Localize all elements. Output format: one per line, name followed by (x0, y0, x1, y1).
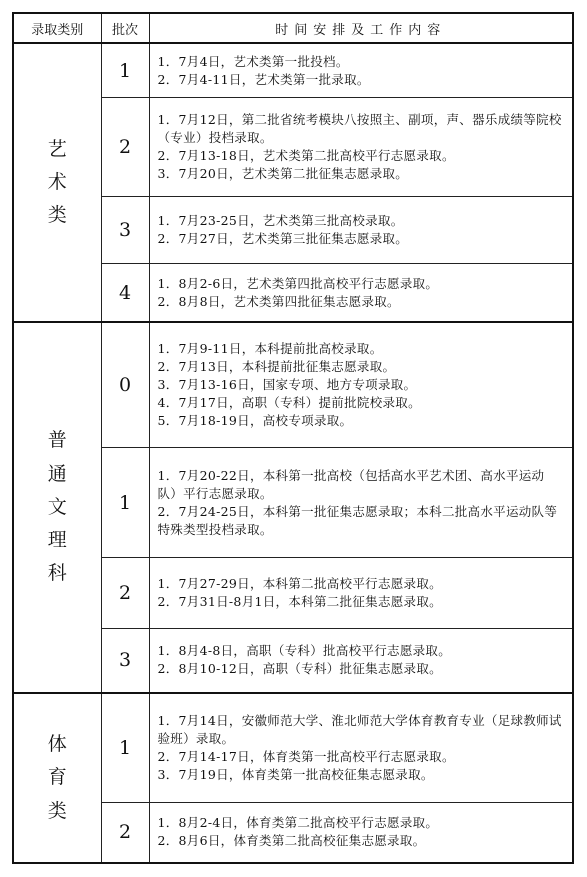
content-cell (149, 322, 573, 448)
content-cell (149, 693, 573, 802)
content-line: 1．7月4日，艺术类第一批投档。 (157, 53, 349, 69)
content-line: 3．7月20日，艺术类第二批征集志愿录取。 (157, 166, 409, 182)
content-cell (149, 557, 573, 628)
content-line: 2．7月14-17日，体育类第一批高校平行志愿录取。 (157, 748, 455, 764)
batch-cell: 3 (101, 197, 149, 264)
content-line: 2．7月13日，本科提前批征集志愿录取。 (157, 359, 396, 375)
category-cell-art (13, 43, 101, 322)
content-line: 2．7月24-25日，本科第一批征集志愿录取；本科二批高水平运动队等特殊类型投档录取。 (157, 503, 558, 537)
content-line: 4．7月17日，高职（专科）提前批院校录取。 (157, 395, 421, 411)
content-cell (149, 628, 573, 693)
table-row (13, 693, 573, 802)
content-line: 2．8月8日，艺术类第四批征集志愿录取。 (157, 293, 400, 309)
category-cell-sports (13, 693, 101, 863)
content-line: 3．7月19日，体育类第一批高校征集志愿录取。 (157, 766, 434, 782)
content-line: 2．7月27日，艺术类第三批征集志愿录取。 (157, 231, 409, 247)
table-row (13, 43, 573, 98)
batch-cell: 3 (101, 628, 149, 693)
content-cell (149, 197, 573, 264)
category-label: 体育类 (47, 733, 67, 822)
content-line: 5．7月18-19日，高校专项录取。 (157, 413, 353, 429)
header-row (13, 13, 573, 43)
content-line: 1．7月23-25日，艺术类第三批高校录取。 (157, 213, 404, 229)
header-category: 录取类别 (13, 13, 101, 43)
batch-cell: 0 (101, 322, 149, 448)
content-cell (149, 802, 573, 863)
content-line: 2．8月6日，体育类第二批高校征集志愿录取。 (157, 833, 426, 849)
content-line: 1．8月4-8日，高职（专科）批高校平行志愿录取。 (157, 643, 452, 659)
header-content: 时间安排及工作内容 (149, 13, 573, 43)
content-cell (149, 264, 573, 323)
content-line: 1．7月12日，第二批省统考模块八按照主、副项，声、器乐成绩等院校（专业）投档录取。 (157, 112, 562, 146)
batch-cell: 2 (101, 98, 149, 197)
content-line: 3．7月13-16日，国家专项、地方专项录取。 (157, 377, 417, 393)
content-cell (149, 448, 573, 557)
content-line: 2．7月4-11日，艺术类第一批录取。 (157, 71, 370, 87)
batch-cell: 1 (101, 43, 149, 98)
content-line: 1．7月27-29日，本科第二批高校平行志愿录取。 (157, 575, 442, 591)
category-cell-general (13, 322, 101, 692)
batch-cell: 4 (101, 264, 149, 323)
content-line: 2．7月13-18日，艺术类第二批高校平行志愿录取。 (157, 148, 455, 164)
content-line: 1．7月20-22日，本科第一批高校（包括高水平艺术团、高水平运动队）平行志愿录取。 (157, 467, 545, 501)
content-line: 1．7月9-11日，本科提前批高校录取。 (157, 341, 383, 357)
admission-schedule-table (12, 12, 574, 864)
category-label: 艺术类 (47, 137, 67, 227)
batch-cell: 2 (101, 802, 149, 863)
content-line: 2．7月31日-8月1日，本科第二批征集志愿录取。 (157, 593, 442, 609)
batch-cell: 1 (101, 448, 149, 557)
content-line: 1．8月2-6日，艺术类第四批高校平行志愿录取。 (157, 275, 439, 291)
table-row (13, 322, 573, 448)
batch-cell: 2 (101, 557, 149, 628)
content-cell (149, 98, 573, 197)
content-line: 1．7月14日，安徽师范大学、淮北师范大学体育教育专业（足球教师试验班）录取。 (157, 712, 562, 746)
content-line: 2．8月10-12日，高职（专科）批征集志愿录取。 (157, 661, 442, 677)
header-batch: 批次 (101, 13, 149, 43)
content-line: 1．8月2-4日，体育类第二批高校平行志愿录取。 (157, 815, 439, 831)
category-label: 普通文理科 (47, 429, 67, 585)
batch-cell: 1 (101, 693, 149, 802)
content-cell (149, 43, 573, 98)
